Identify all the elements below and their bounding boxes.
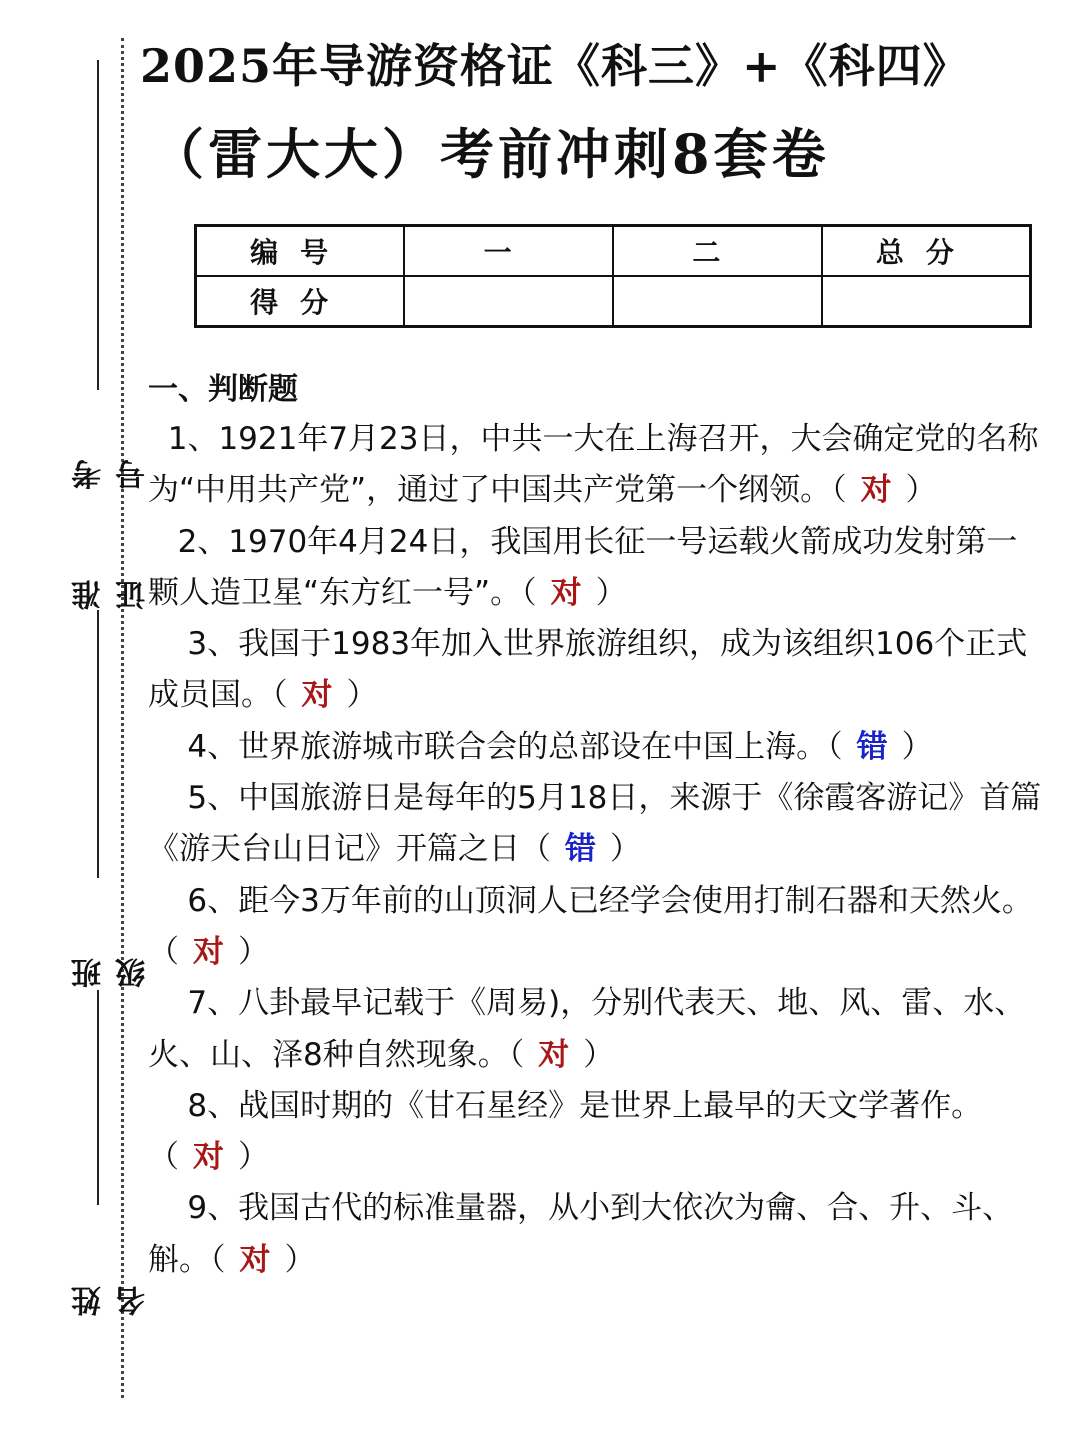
question-item: 5、中国旅游日是每年的5月18日，来源于《徐霞客游记》首篇《游天台山日记》开篇之日（ 错 ） [148,780,1042,868]
binding-margin [0,0,151,1440]
question-text: 4、世界旅游城市联合会的总部设在中国上海。（ [187,728,843,765]
question-item: 2、1970年4月24日，我国用长征一号运载火箭成功发射第一颗人造卫星“东方红一号”。（ 对 ） [148,523,1018,611]
exam-id-fill-line [97,60,99,390]
answer-mark: 对 [193,933,224,970]
score-table-header-cell: 编号 [196,226,405,277]
answer-mark: 错 [856,728,888,765]
question-text: 5、中国旅游日是每年的5月18日，来源于《徐霞客游记》首篇《游天台山日记》开篇之日（ [148,780,1042,868]
score-table-header-row [196,226,1031,277]
score-cell[interactable] [404,276,613,327]
answer-mark: 对 [239,1241,271,1278]
question-text: 1、1921年7月23日，中共一大在上海召开，大会确定党的名称为“中用共产党”，通过了中国共产党第一个纲领。（ [148,421,1039,509]
question-item: 3、我国于1983年加入世界旅游组织，成为该组织106个正式成员国。（ 对 ） [148,626,1028,714]
question-text: 8、战国时期的《甘石星经》是世界上最早的天文学著作。（ [148,1087,983,1176]
class-label: 班 级 [72,918,151,988]
page-title-line1: 2025年导游资格证《科三》+《科四》 [140,39,970,93]
question-text: 7、八卦最早记载于《周易)，分别代表天、地、风、雷、水、火、山、泽8种自然现象。（ [148,985,1026,1073]
question-item: 4、世界旅游城市联合会的总部设在中国上海。（ 错 ） [187,728,933,765]
cut-line [121,38,124,1398]
score-table-header-cell: 一 [404,226,613,277]
answer-mark: 对 [538,1036,570,1073]
question-item: 8、战国时期的《甘石星经》是世界上最早的天文学著作。（ 对 ） [148,1087,983,1176]
question-item: 1、1921年7月23日，中共一大在上海召开，大会确定党的名称为“中用共产党”，通过了中国共产党第一个纲领。（ 对 ） [148,421,1039,509]
question-item: 9、我国古代的标准量器，从小到大依次为龠、合、升、斗、斛。（ 对 ） [148,1190,1014,1278]
exam-id-label: 准 考 证 号 [72,419,151,610]
question-item: 6、距今3万年前的山顶洞人已经学会使用打制石器和天然火。（ 对 ） [148,882,1033,970]
name-fill-line [97,990,99,1205]
answer-mark: 对 [550,574,582,611]
score-cell[interactable] [822,276,1031,327]
name-label: 姓 名 [72,1246,151,1316]
score-table-score-row [196,276,1031,327]
question-text: 3、我国于1983年加入世界旅游组织，成为该组织106个正式成员国。（ [148,626,1028,714]
score-table-header-cell: 总分 [822,226,1031,277]
score-cell[interactable] [613,276,822,327]
question-text: 6、距今3万年前的山顶洞人已经学会使用打制石器和天然火。（ [148,882,1033,970]
answer-mark: 错 [565,831,596,868]
score-row-label: 得分 [196,276,405,327]
question-text: 9、我国古代的标准量器，从小到大依次为龠、合、升、斗、斛。（ [148,1190,1014,1278]
answer-mark: 对 [193,1139,224,1176]
section-title: 一、判断题 [148,372,298,407]
question-text: 2、1970年4月24日，我国用长征一号运载火箭成功发射第一颗人造卫星“东方红一号”。（ [148,523,1018,611]
answer-mark: 对 [301,677,333,714]
score-table [194,224,1032,328]
question-item: 7、八卦最早记载于《周易)，分别代表天、地、风、雷、水、火、山、泽8种自然现象。（ 对 ） [148,985,1026,1073]
page-title-line2: （雷大大）考前冲刺8套卷 [150,122,830,186]
answer-mark: 对 [860,472,892,509]
class-fill-line [97,610,99,878]
score-table-header-cell: 二 [613,226,822,277]
question-list [148,414,1048,1286]
